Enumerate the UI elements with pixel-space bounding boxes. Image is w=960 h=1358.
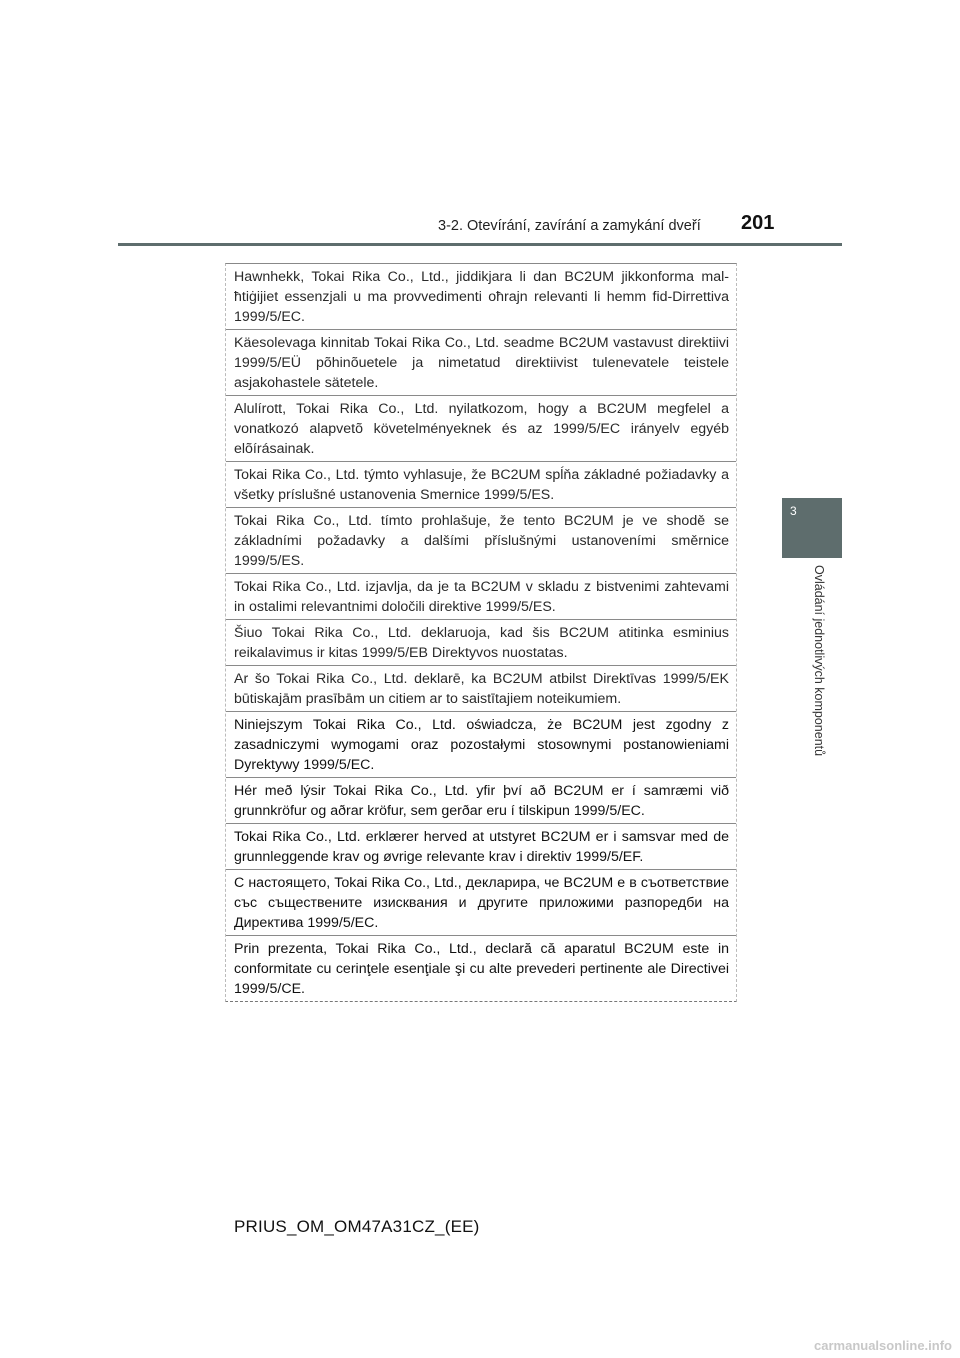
declaration-row-estonian: Käesolevaga kinnitab Tokai Rika Co., Ltd. seadme BC2UM vastavust direktiivi 1999/5/EÜ põhinõuetele ja nimetatud direktiivist tulenevatele teistele asjakohastele sätetele.: [226, 330, 736, 396]
declaration-row-slovenian: Tokai Rika Co., Ltd. izjavlja, da je ta BC2UM v skladu z bistvenimi zahtevami in ostalimi relevantnimi določili direktive 1999/5/ES.: [226, 574, 736, 620]
declaration-row-bulgarian: С настоящето, Tokai Rika Co., Ltd., декларира, че BC2UM е в съответствие със съществените изисквания и другите приложими разпоредби на Директива 1999/5/ЕС.: [226, 870, 736, 936]
declaration-row-hungarian: Alulírott, Tokai Rika Co., Ltd. nyilatkozom, hogy a BC2UM megfelel a vonatkozó alapvetõ követelményeknek és az 1999/5/EC irányelv egyéb elõírásainak.: [226, 396, 736, 462]
declaration-row-polish: Niniejszym Tokai Rika Co., Ltd. oświadcza, że BC2UM jest zgodny z zasadniczymi wymogami oraz pozostałymi stosownymi postanowieniami Dyrektywy 1999/5/EC.: [226, 712, 736, 778]
chapter-tab[interactable]: [782, 498, 842, 558]
declaration-table: [225, 263, 737, 1002]
chapter-title: Ovládání jednotlivých komponentů: [812, 565, 826, 757]
declaration-row-icelandic: Hér með lýsir Tokai Rika Co., Ltd. yfir því að BC2UM er í samræmi við grunnkröfur og aðrar kröfur, sem gerðar eru í tilskipun 1999/5/EC.: [226, 778, 736, 824]
declaration-row-maltese: Hawnhekk, Tokai Rika Co., Ltd., jiddikjara li dan BC2UM jikkonforma mal-ħtiġijiet essenzjali u ma provvedimenti oħrajn relevanti li hemm fid-Dirrettiva 1999/5/EC.: [226, 264, 736, 330]
declaration-row-czech: Tokai Rika Co., Ltd. tímto prohlašuje, že tento BC2UM je ve shodě se základními požadavky a dalšími příslušnými ustanoveními směrnice 1999/5/ES.: [226, 508, 736, 574]
declaration-row-norwegian: Tokai Rika Co., Ltd. erklærer herved at utstyret BC2UM er i samsvar med de grunnleggende krav og øvrige relevante krav i direktiv 1999/5/EF.: [226, 824, 736, 870]
declaration-row-lithuanian: Šiuo Tokai Rika Co., Ltd. deklaruoja, kad šis BC2UM atitinka esminius reikalavimus ir kitas 1999/5/EB Direktyvos nuostatas.: [226, 620, 736, 666]
declaration-row-slovak: Tokai Rika Co., Ltd. týmto vyhlasuje, že BC2UM spĺňa základné požiadavky a všetky príslušné ustanovenia Smernice 1999/5/ES.: [226, 462, 736, 508]
declaration-row-latvian: Ar šo Tokai Rika Co., Ltd. deklarē, ka BC2UM atbilst Direktīvas 1999/5/EK būtiskajām prasībām un citiem ar to saistītajiem noteikumiem.: [226, 666, 736, 712]
chapter-number: 3: [790, 504, 797, 518]
manual-code: PRIUS_OM_OM47A31CZ_(EE): [234, 1217, 480, 1236]
watermark[interactable]: carmanualsonline.info: [814, 1338, 952, 1353]
header-section-title: 3-2. Otevírání, zavírání a zamykání dveří: [438, 218, 701, 234]
declaration-row-romanian: Prin prezenta, Tokai Rika Co., Ltd., declară că aparatul BC2UM este in conformitate cu cerinţele esenţiale şi cu alte prevederi pertinente ale Directivei 1999/5/CE.: [234, 941, 729, 997]
header-rule: [118, 243, 842, 246]
page-number: 201: [741, 212, 775, 234]
